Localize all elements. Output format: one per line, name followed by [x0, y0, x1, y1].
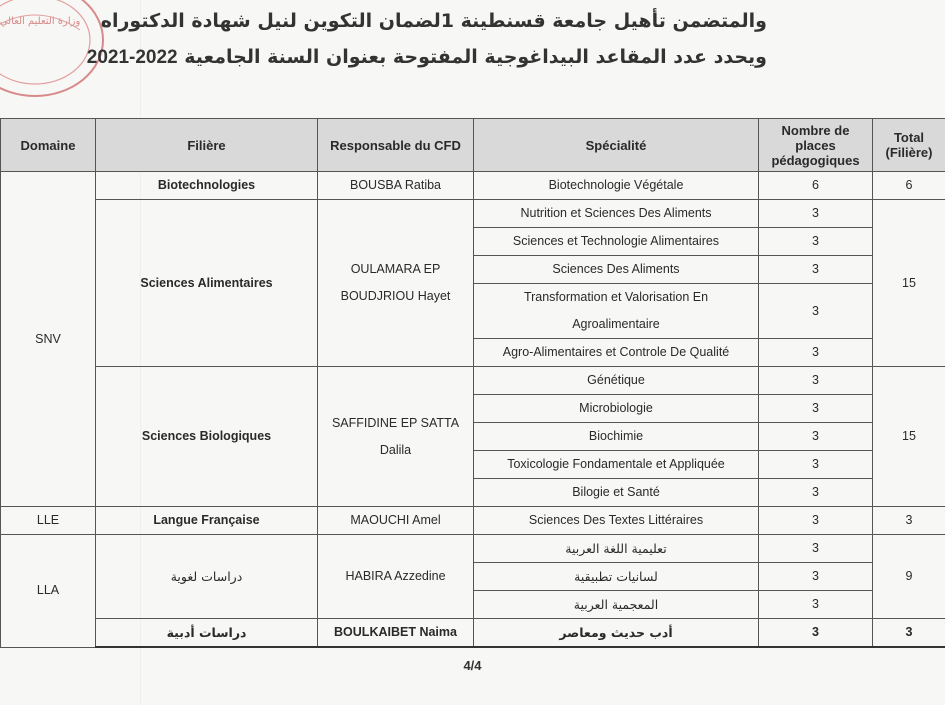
specialite-cell: Génétique	[474, 367, 759, 395]
document-header	[0, 0, 945, 116]
total-cell: 9	[873, 535, 945, 619]
specialite-cell: Nutrition et Sciences Des Aliments	[474, 200, 759, 228]
table-header-row	[1, 119, 945, 172]
responsable-line: OULAMARA EP	[350, 262, 441, 276]
places-cell: 3	[759, 619, 873, 648]
header-line-1: والمتضمن تأهيل جامعة قسنطينة 1لضمان التكوين لنيل شهادة الدكتوراه	[100, 10, 767, 32]
responsable-cell: BOULKAIBET Naima	[318, 619, 474, 648]
col-places: Nombre de places pédagogiques	[759, 119, 873, 172]
responsable-line: Dalila	[379, 442, 412, 457]
col-specialite: Spécialité	[474, 119, 759, 172]
table-row	[1, 200, 945, 228]
places-cell: 3	[759, 591, 873, 619]
specialite-cell: Agro-Alimentaires et Controle De Qualité	[474, 339, 759, 367]
filiere-cell: Langue Française	[96, 507, 318, 535]
col-domaine: Domaine	[1, 119, 96, 172]
header-line-2	[87, 46, 767, 69]
total-cell: 3	[873, 507, 945, 535]
table-row	[1, 535, 945, 563]
specialite-cell: أدب حديث ومعاصر	[474, 619, 759, 648]
filiere-cell: دراسات أدبية	[96, 619, 318, 648]
total-cell: 15	[873, 367, 945, 507]
places-cell: 3	[759, 507, 873, 535]
specialite-cell: Bilogie et Santé	[474, 479, 759, 507]
stamp-text: وزارة التعليم العالي	[0, 16, 81, 27]
specialite-line: Agroalimentaire	[572, 317, 660, 331]
domaine-cell: LLE	[1, 507, 96, 535]
header-line-2-text: ويحدد عدد المقاعد البيداغوجية المفتوحة بعنوان السنة الجامعية	[184, 46, 767, 68]
places-cell: 3	[759, 395, 873, 423]
responsable-line: SAFFIDINE EP SATTA	[331, 415, 460, 430]
specialite-cell: لسانيات تطبيقية	[474, 563, 759, 591]
table-row	[1, 619, 945, 648]
col-filiere: Filière	[96, 119, 318, 172]
places-cell: 3	[759, 535, 873, 563]
col-total: Total (Filière)	[873, 119, 945, 172]
domaine-cell: SNV	[1, 172, 96, 507]
academic-year: 2022-2021	[86, 47, 178, 68]
total-cell: 6	[873, 172, 945, 200]
responsable-line: BOUDJRIOU Hayet	[340, 289, 451, 303]
col-responsable: Responsable du CFD	[318, 119, 474, 172]
domaine-cell: LLA	[1, 535, 96, 648]
responsable-cell: MAOUCHI Amel	[318, 507, 474, 535]
specialite-cell: تعليمية اللغة العربية	[474, 535, 759, 563]
specialite-cell: Toxicologie Fondamentale et Appliquée	[474, 451, 759, 479]
specialite-cell: المعجمية العربية	[474, 591, 759, 619]
specialite-cell	[474, 284, 759, 339]
responsable-cell	[318, 367, 474, 507]
places-cell: 3	[759, 228, 873, 256]
specialite-line: Transformation et Valorisation En	[523, 290, 709, 304]
table-row	[1, 507, 945, 535]
specialite-cell: Biochimie	[474, 423, 759, 451]
responsable-cell: HABIRA Azzedine	[318, 535, 474, 619]
places-cell: 3	[759, 423, 873, 451]
places-cell: 3	[759, 367, 873, 395]
places-cell: 3	[759, 256, 873, 284]
specialite-cell: Sciences Des Textes Littéraires	[474, 507, 759, 535]
table-row	[1, 367, 945, 395]
specialite-cell: Sciences Des Aliments	[474, 256, 759, 284]
specialite-cell: Microbiologie	[474, 395, 759, 423]
responsable-cell	[318, 200, 474, 367]
places-cell: 3	[759, 451, 873, 479]
page-number: 4/4	[463, 658, 482, 673]
places-cell: 3	[759, 339, 873, 367]
filiere-cell: دراسات لغوية	[96, 535, 318, 619]
places-cell: 3	[759, 284, 873, 339]
places-cell: 6	[759, 172, 873, 200]
places-cell: 3	[759, 200, 873, 228]
filiere-cell: Biotechnologies	[96, 172, 318, 200]
responsable-cell: BOUSBA Ratiba	[318, 172, 474, 200]
filiere-cell: Sciences Biologiques	[96, 367, 318, 507]
places-cell: 3	[759, 479, 873, 507]
total-cell: 3	[873, 619, 945, 648]
filiere-cell: Sciences Alimentaires	[96, 200, 318, 367]
specialite-cell: Sciences et Technologie Alimentaires	[474, 228, 759, 256]
table-row	[1, 172, 945, 200]
total-cell: 15	[873, 200, 945, 367]
specialite-cell: Biotechnologie Végétale	[474, 172, 759, 200]
places-cell: 3	[759, 563, 873, 591]
places-table	[0, 118, 945, 648]
